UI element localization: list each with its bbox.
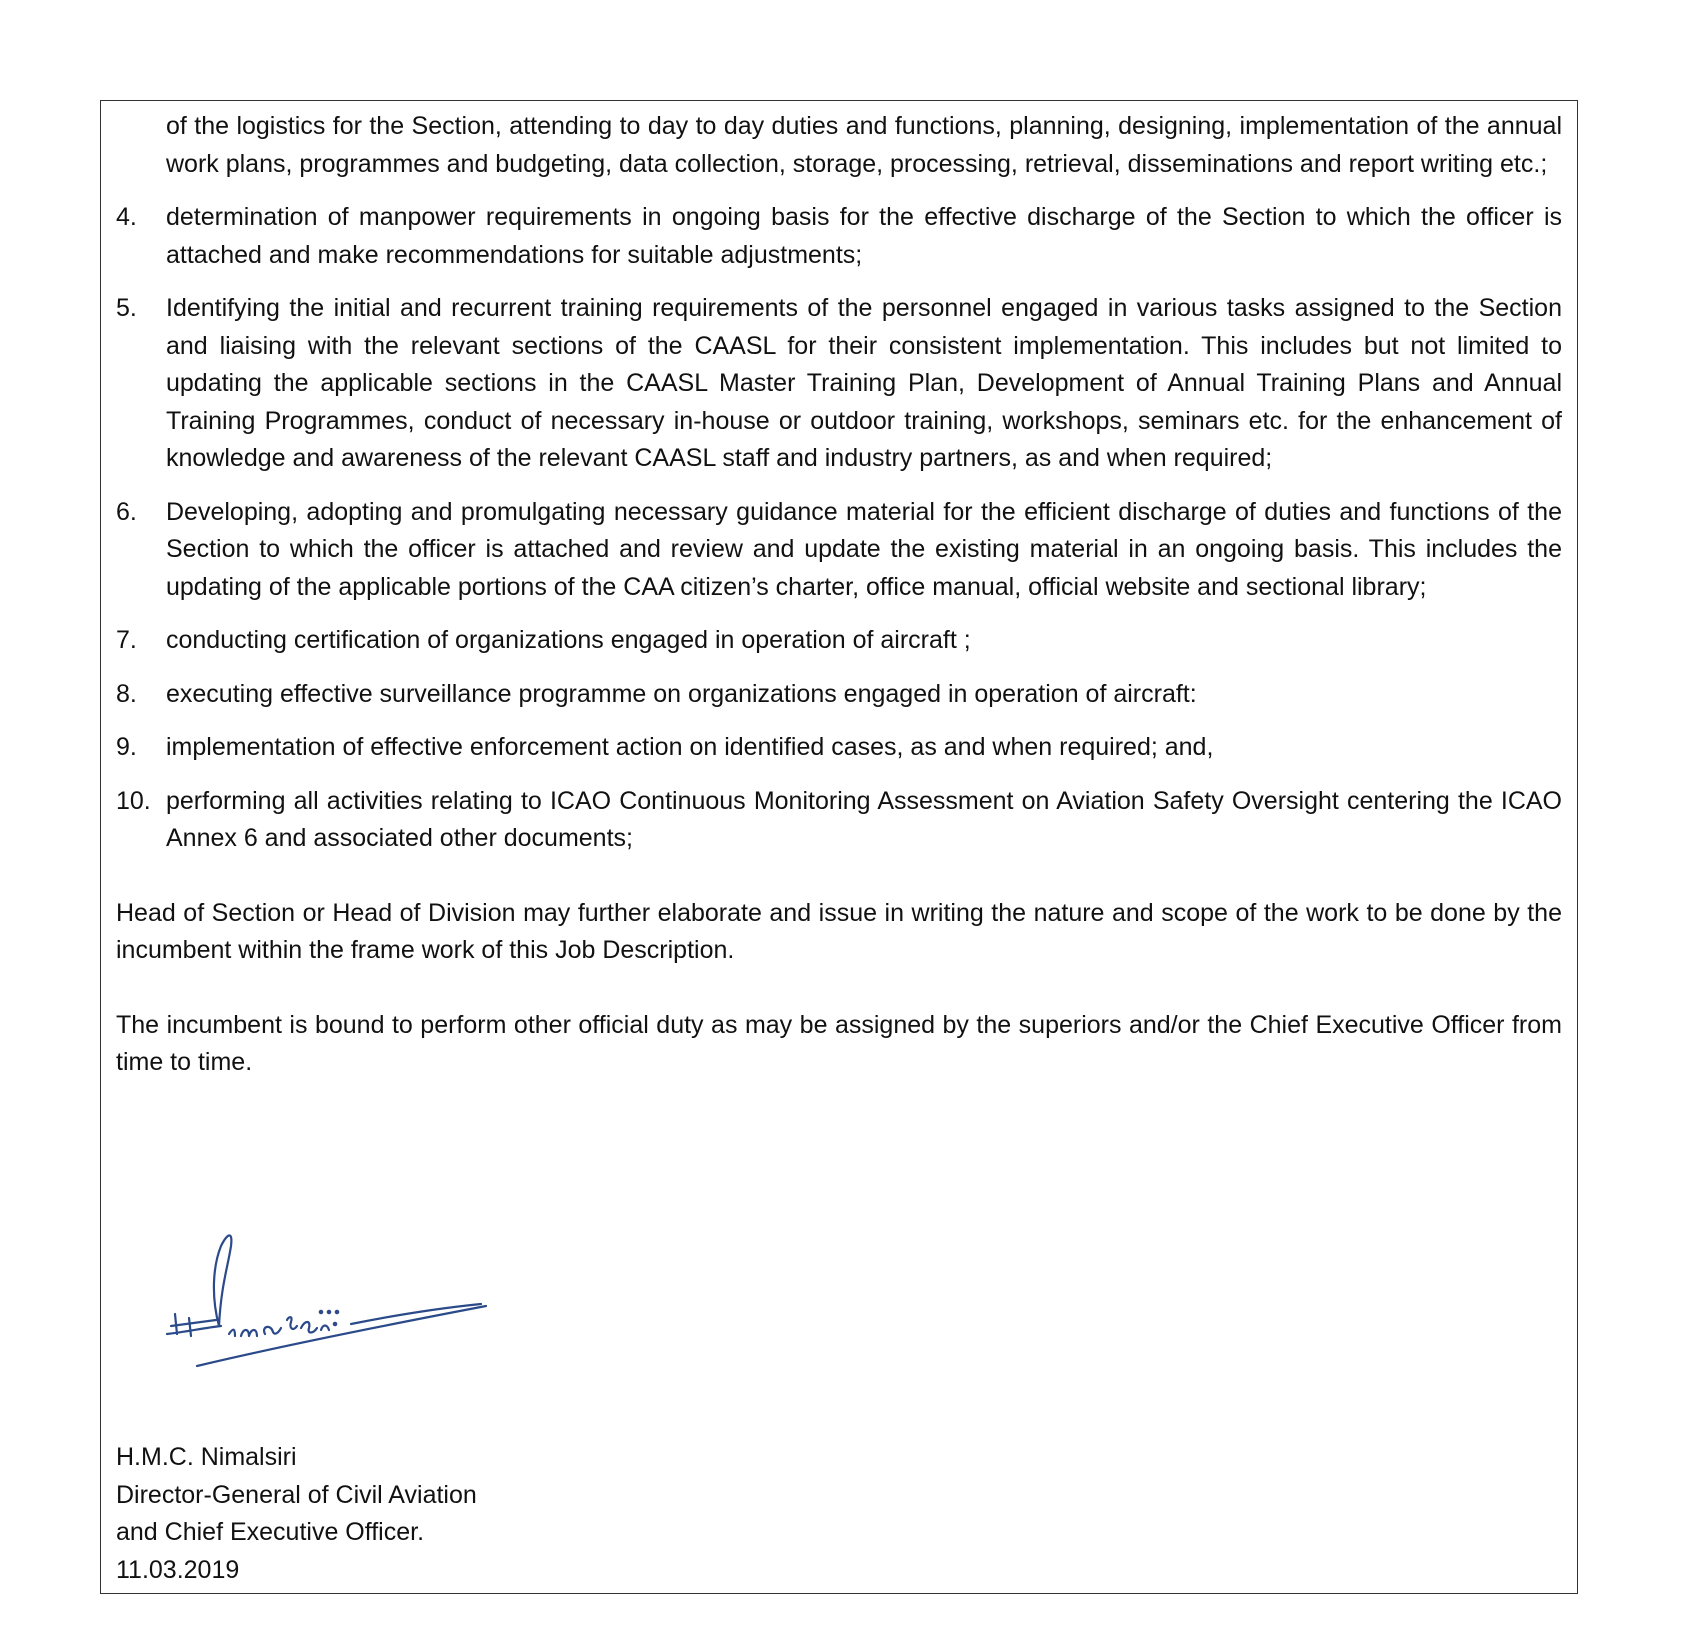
- item-text: Developing, adopting and promulgating necessary guidance material for the efficient discharge of duties and functions of the Section to which the officer is attached and review and update the existing material in an ongoing basis. This includes the updating of the applicable portions of the CAA citizen’s charter, office manual, official website and sectional library;: [166, 497, 1562, 601]
- item-text: Identifying the initial and recurrent training requirements of the personnel engaged in various tasks assigned to the Section and liaising with the relevant sections of the CAASL for their consistent implementation. This includes but not limited to updating the applicable sections in the CAASL Master Training Plan, Development of Annual Training Plans and Annual Training Programmes, conduct of necessary in-house or outdoor training, workshops, seminars etc. for the enhancement of knowledge and awareness of the relevant CAASL staff and industry partners, as and when required;: [166, 294, 1562, 472]
- item-text: implementation of effective enforcement action on identified cases, as and when required; and,: [166, 733, 1214, 761]
- document-frame: [100, 100, 1578, 1594]
- item-number: 9.: [116, 733, 137, 761]
- paragraph-incumbent-duty: The incumbent is bound to perform other official duty as may be assigned by the superiors and/or the Chief Executive Officer from time to time.: [116, 1010, 1562, 1076]
- item-text: performing all activities relating to ICAO Continuous Monitoring Assessment on Aviation Safety Oversight centering the ICAO Annex 6 and associated other documents;: [166, 786, 1562, 852]
- item-text: conducting certification of organizations engaged in operation of aircraft ;: [166, 626, 971, 654]
- list-item-continuation: [116, 108, 1562, 183]
- item-number: 6.: [116, 497, 137, 526]
- item-number: 10.: [116, 786, 151, 815]
- list-item-6: [116, 494, 1562, 607]
- paragraph-head-of-section: Head of Section or Head of Division may further elaborate and issue in writing the nature and scope of the work to be done by the incumbent within the frame work of this Job Description.: [116, 898, 1562, 964]
- list-item-9: [116, 729, 1562, 767]
- item-number: 7.: [116, 626, 137, 654]
- item-text: determination of manpower requirements in ongoing basis for the effective discharge of the Section to which the officer is attached and make recommendations for suitable adjustments;: [166, 203, 1562, 269]
- item-number: 8.: [116, 679, 137, 708]
- signatory-title-line2: and Chief Executive Officer.: [116, 1518, 425, 1546]
- item-number: 5.: [116, 294, 137, 322]
- list-item-5: [116, 290, 1562, 478]
- item-text: of the logistics for the Section, attending to day to day duties and functions, planning, designing, implementation of the annual work plans, programmes and budgeting, data collection, storage, processing, retrieval, disseminations and report writing etc.;: [166, 112, 1562, 178]
- signatory-date: 11.03.2019: [116, 1555, 240, 1584]
- signatory-name: H.M.C. Nimalsiri: [116, 1443, 297, 1471]
- list-item-7: [116, 622, 1562, 660]
- handwritten-signature: [141, 1216, 501, 1391]
- item-number: 4.: [116, 203, 137, 231]
- list-item-10: [116, 783, 1562, 858]
- document-body: [116, 108, 1562, 1082]
- list-item-8: [116, 676, 1562, 714]
- list-item-4: [116, 199, 1562, 274]
- item-text: executing effective surveillance programme on organizations engaged in operation of aircraft:: [166, 679, 1197, 708]
- signatory-block: [116, 1439, 477, 1589]
- signatory-title-line1: Director-General of Civil Aviation: [116, 1480, 477, 1509]
